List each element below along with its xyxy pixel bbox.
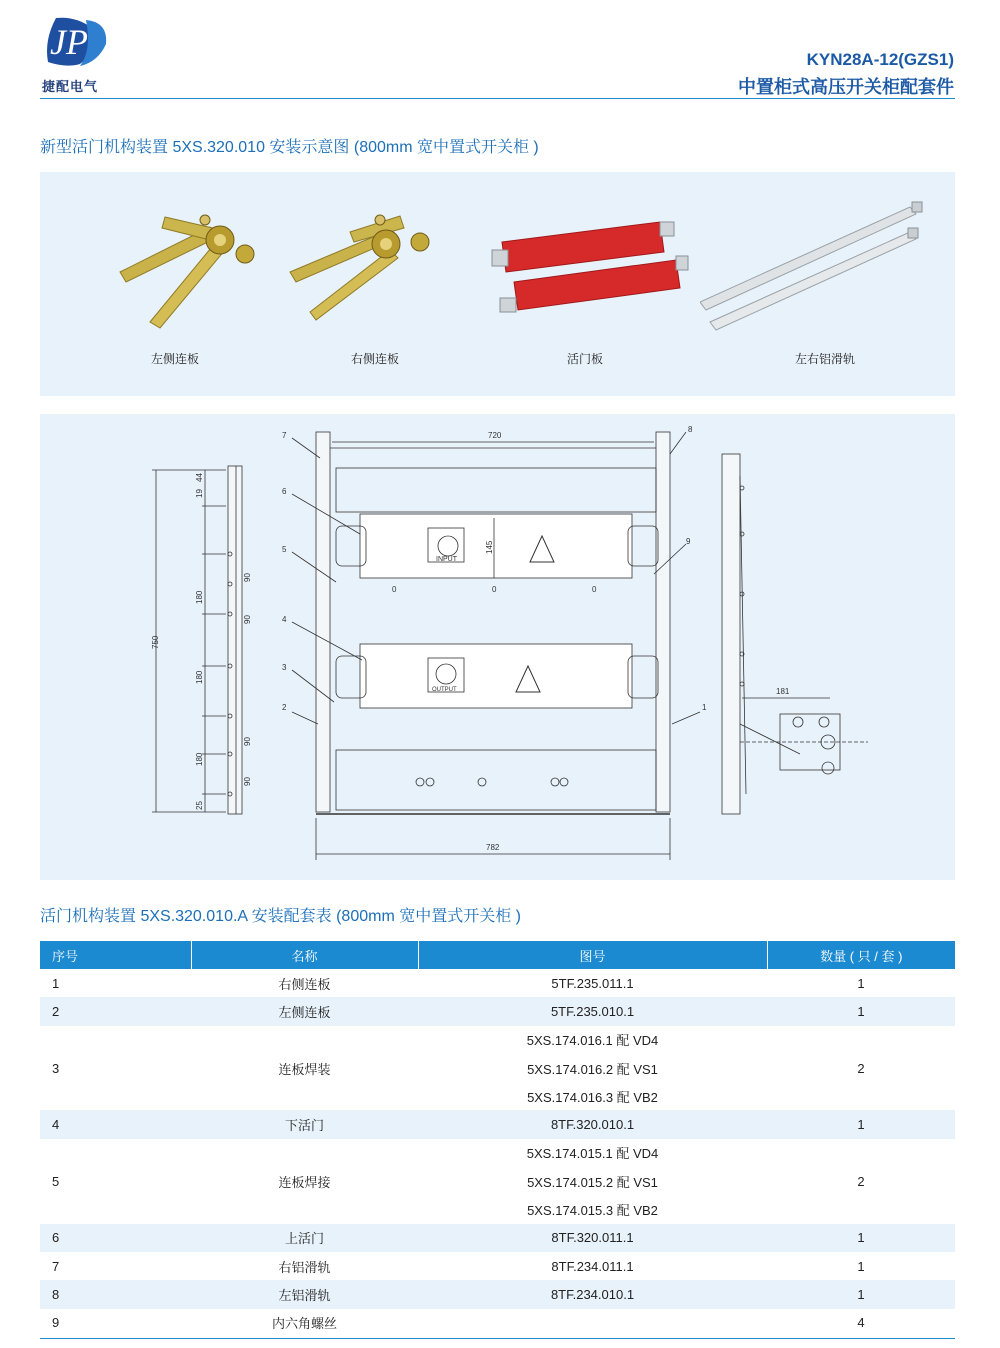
table-row [40, 1224, 955, 1252]
photo-shutter-plates [480, 172, 690, 396]
header-name: 名称 [191, 941, 418, 969]
cell-drawing: 5XS.174.016.1 配 VD4 [526, 1033, 659, 1049]
cell-drawing: 8TF.320.011.1 [418, 1224, 767, 1252]
cell-qty: 1 [767, 1110, 955, 1138]
cell-drawing: 5TF.235.010.1 [418, 997, 767, 1025]
table-row [40, 997, 955, 1025]
cell-name: 下活门 [191, 1110, 418, 1138]
photo-right-link-plate [280, 172, 470, 396]
cell-drawing: 8TF.320.010.1 [418, 1110, 767, 1138]
cell-qty: 1 [857, 1258, 865, 1274]
table-row [40, 1252, 955, 1280]
zero-mark: 0 [592, 585, 597, 594]
cell-drawing: 5TF.235.011.1 [551, 975, 634, 991]
dim-side-offset: 181 [776, 687, 790, 696]
label-input: INPUT [436, 556, 457, 563]
cell-drawing: 5XS.174.015.2 配 VS1 [527, 1174, 658, 1190]
cell-qty: 2 [857, 1173, 865, 1189]
cell-name: 左铝滑轨 [191, 1280, 418, 1308]
table-row [40, 1280, 955, 1308]
table-row [40, 969, 955, 997]
aluminum-rails-image [700, 172, 950, 342]
installation-drawing [40, 414, 955, 880]
cell-name: 连板焊接 [278, 1174, 331, 1190]
product-model: KYN28A-12(GZS1) [806, 50, 954, 69]
cell-name: 连板焊装 [278, 1061, 331, 1077]
callout-2: 2 [282, 703, 287, 712]
cell-drawing: 5XS.174.016.2 配 VS1 [527, 1061, 658, 1077]
cell-no: 6 [40, 1224, 191, 1252]
dim-shutter-height: 145 [485, 540, 494, 554]
header-drawing-no: 图号 [418, 941, 767, 969]
company-name: 捷配电气 [42, 79, 99, 94]
dim-height: 750 [151, 635, 160, 649]
cell-qty: 4 [857, 1315, 865, 1331]
cell-no: 3 [52, 1060, 60, 1076]
installation-drawing-panel [40, 414, 955, 880]
callout-4: 4 [282, 615, 287, 624]
side-dim: 90 [243, 573, 252, 582]
table-row [40, 1139, 955, 1167]
parts-table [40, 941, 955, 1337]
table-row [40, 1309, 955, 1337]
cell-name: 上活门 [191, 1224, 418, 1252]
side-dim: 180 [195, 670, 204, 684]
photo-caption: 右侧连板 [350, 352, 399, 366]
header-quantity: 数量 ( 只 / 套 ) [767, 941, 955, 969]
photo-left-link-plate [80, 172, 270, 396]
side-dim: 90 [243, 615, 252, 624]
label-output: OUTPUT [432, 687, 457, 693]
shutter-plates-image [480, 172, 690, 342]
header-divider [40, 98, 955, 99]
right-link-plate-image [280, 172, 470, 342]
front-view [282, 425, 707, 860]
dim-top-width: 720 [488, 431, 502, 440]
cell-no: 4 [40, 1110, 191, 1138]
cell-qty: 1 [767, 1224, 955, 1252]
cell-no: 9 [52, 1315, 60, 1331]
photo-caption: 左侧连板 [150, 352, 199, 366]
zero-mark: 0 [392, 585, 397, 594]
zero-mark: 0 [492, 585, 497, 594]
callout-1: 1 [702, 703, 707, 712]
cell-no: 7 [52, 1258, 60, 1274]
side-dim: 90 [243, 737, 252, 746]
bottom-divider [40, 1338, 955, 1339]
cell-qty: 1 [767, 997, 955, 1025]
dim-bottom-width: 782 [486, 843, 500, 852]
right-side-view [722, 454, 868, 814]
table-row [40, 1110, 955, 1138]
photo-caption: 左右铝滑轨 [794, 352, 855, 366]
callout-6: 6 [282, 487, 287, 496]
callout-7: 7 [282, 431, 287, 440]
page-header [0, 0, 1000, 110]
cell-name: 右铝滑轨 [278, 1259, 331, 1275]
cell-drawing [418, 1309, 767, 1337]
side-dim: 19 [195, 489, 204, 498]
cell-no: 2 [40, 997, 191, 1025]
cell-no: 5 [52, 1173, 60, 1189]
side-dim: 90 [243, 777, 252, 786]
side-dim: 25 [195, 801, 204, 810]
cell-qty: 2 [857, 1060, 865, 1076]
parts-photo-panel [40, 172, 955, 396]
callout-8: 8 [688, 425, 693, 434]
product-subtitle: 中置柜式高压开关柜配套件 [738, 77, 954, 97]
cell-qty: 1 [767, 1280, 955, 1308]
cell-drawing: 5XS.174.015.3 配 VB2 [527, 1203, 658, 1219]
header-no: 序号 [40, 941, 191, 969]
cell-drawing: 8TF.234.011.1 [551, 1258, 634, 1274]
callout-5: 5 [282, 545, 287, 554]
logo-letters: JP [50, 22, 88, 62]
callout-3: 3 [282, 663, 287, 672]
cell-drawing: 8TF.234.010.1 [418, 1280, 767, 1308]
cell-drawing: 5XS.174.015.1 配 VD4 [526, 1146, 659, 1162]
table-row [40, 1026, 955, 1054]
callout-9: 9 [686, 537, 691, 546]
cell-name: 左侧连板 [191, 997, 418, 1025]
photo-caption: 活门板 [566, 352, 603, 366]
cell-name: 内六角螺丝 [271, 1316, 337, 1332]
table-header-row [40, 941, 955, 969]
photo-aluminum-rails [700, 172, 950, 396]
cell-no: 1 [52, 975, 60, 991]
cell-name: 右侧连板 [278, 976, 331, 992]
side-dim: 44 [195, 473, 204, 482]
section-title-installation: 新型活门机构装置 5XS.320.010 安装示意图 (800mm 宽中置式开关柜 ) [40, 139, 539, 156]
side-dim: 180 [195, 752, 204, 766]
cell-drawing: 5XS.174.016.3 配 VB2 [527, 1089, 658, 1105]
cell-qty: 1 [857, 975, 865, 991]
side-profile-view [151, 466, 252, 814]
cell-no: 8 [40, 1280, 191, 1308]
section-title-parts-list: 活门机构装置 5XS.320.010.A 安装配套表 (800mm 宽中置式开关柜 ) [40, 908, 521, 925]
side-dim: 180 [195, 590, 204, 604]
left-link-plate-image [80, 172, 270, 342]
